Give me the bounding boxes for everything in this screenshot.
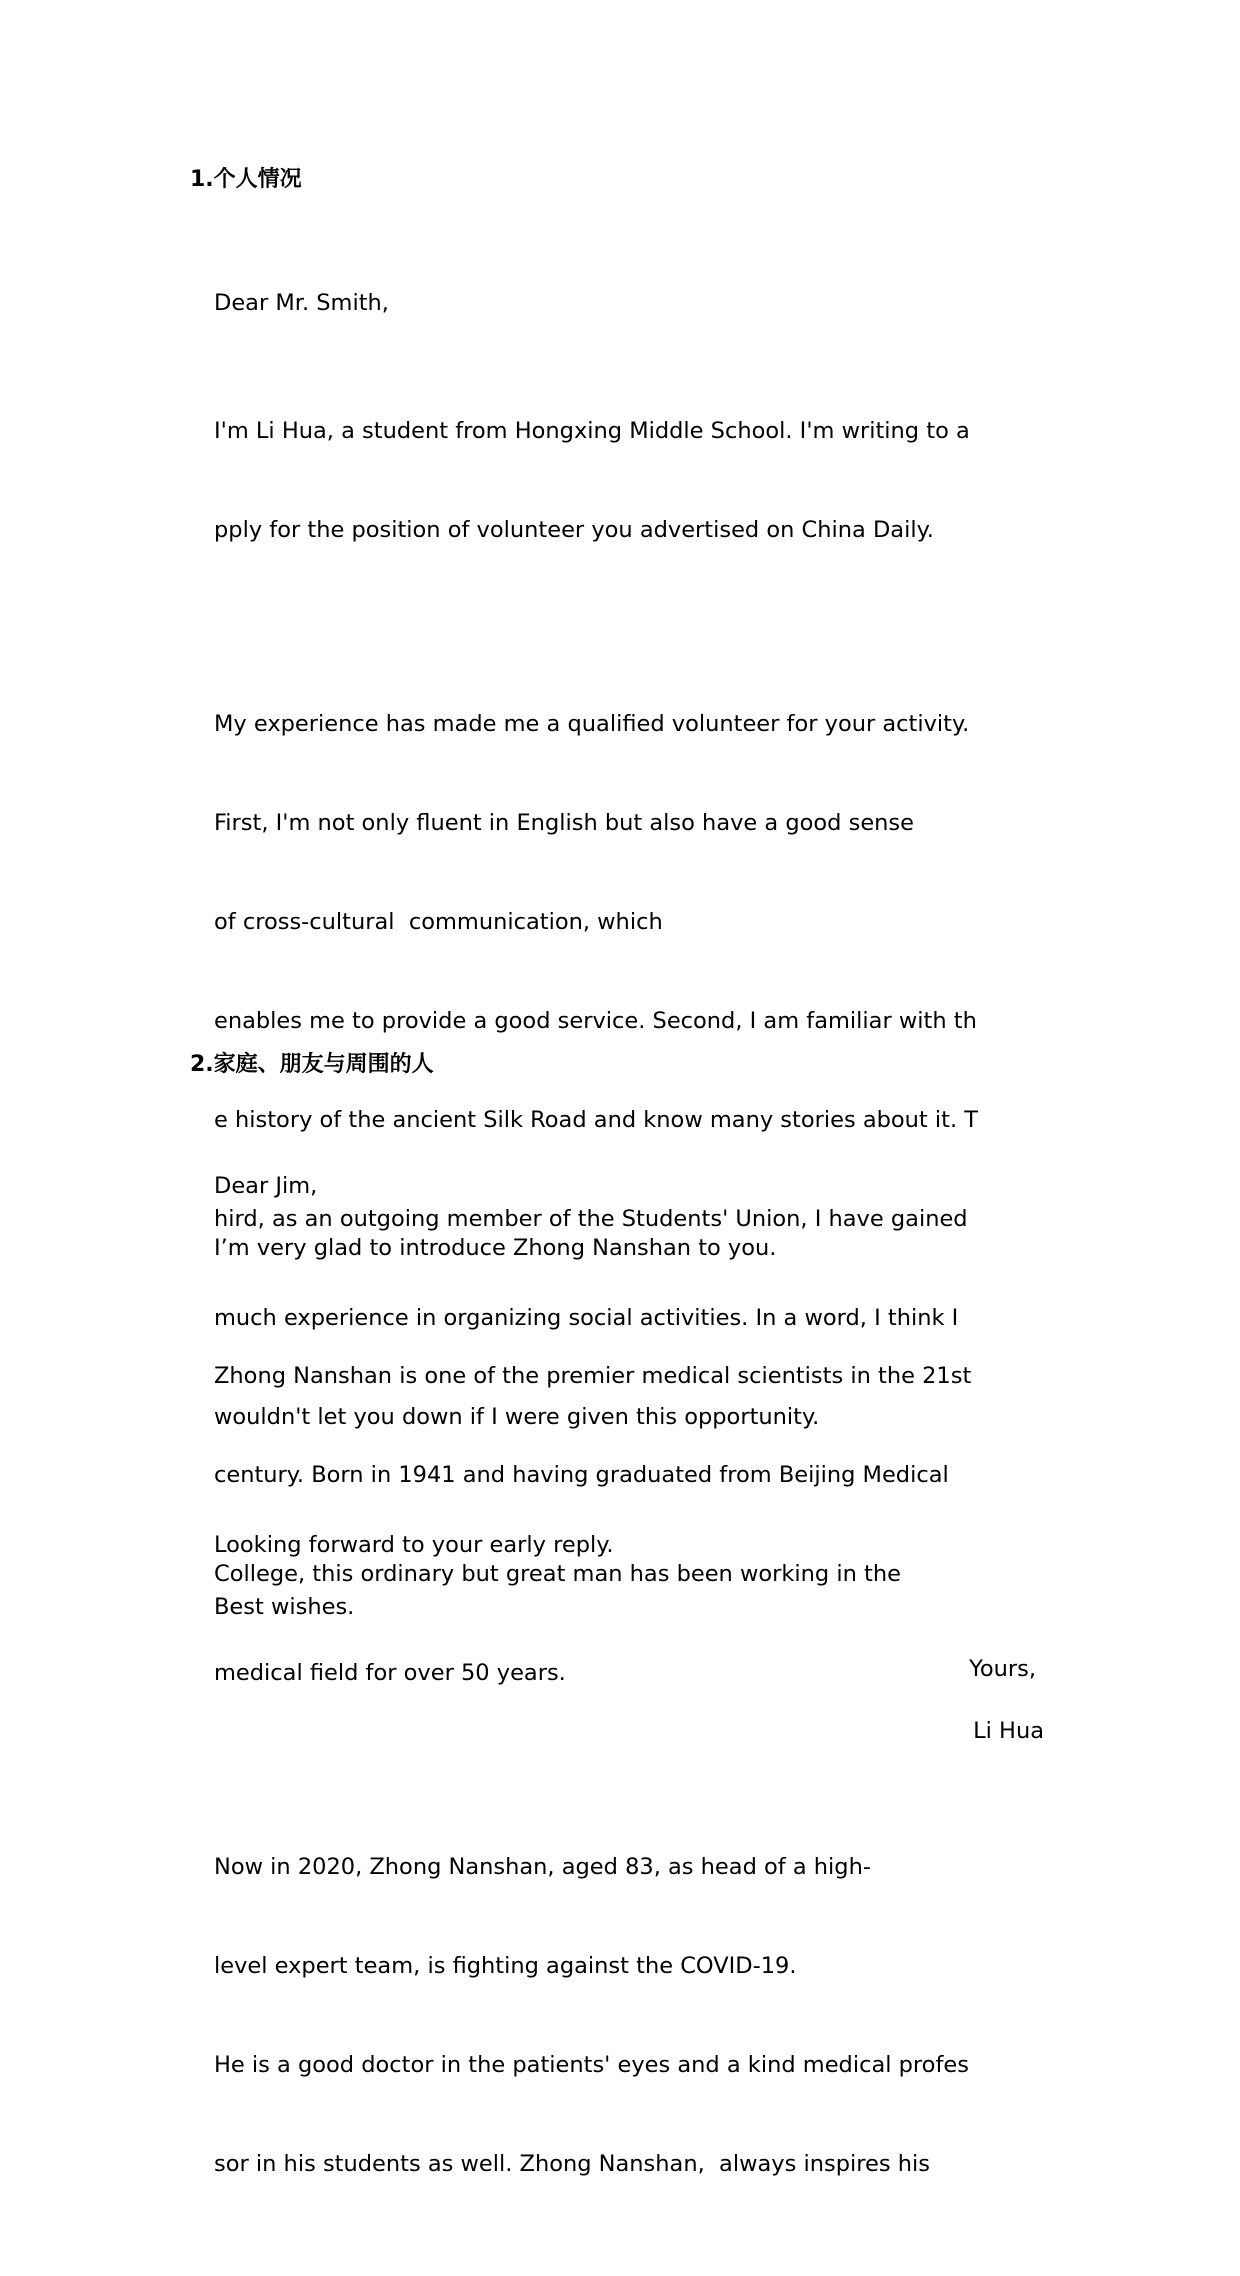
- text-line: sor in his students as well. Zhong Nanshan, always inspires his: [214, 2151, 930, 2177]
- section-heading-personal: 1.个人情况: [190, 167, 302, 192]
- paragraph-current-work: [214, 1785, 1044, 2247]
- text-line: College, this ordinary but great man has been working in the: [214, 1561, 901, 1587]
- text-line: My experience has made me a qualified volunteer for your activity.: [214, 711, 970, 737]
- text-line: e history of the ancient Silk Road and know many stories about it. T: [214, 1107, 979, 1133]
- closing: Yours,: [969, 1656, 1036, 1682]
- section-heading-family-friends: 2.家庭、朋友与周围的人: [190, 1052, 434, 1077]
- text-line: pply for the position of volunteer you advertised on China Daily.: [214, 517, 934, 543]
- paragraph-wishes: Best wishes.: [214, 1594, 355, 1620]
- paragraph-reply: Looking forward to your early reply.: [214, 1532, 614, 1558]
- salutation: Dear Jim,: [214, 1173, 318, 1199]
- text-line: century. Born in 1941 and having graduated from Beijing Medical: [214, 1462, 949, 1488]
- text-line: I'm Li Hua, a student from Hongxing Middle School. I'm writing to a: [214, 418, 970, 444]
- paragraph-intro: I’m very glad to introduce Zhong Nanshan to you.: [214, 1235, 777, 1261]
- paragraph-biography: [214, 1294, 1044, 1756]
- text-line: Now in 2020, Zhong Nanshan, aged 83, as head of a high-: [214, 1854, 871, 1880]
- letter-introduction: [214, 1170, 1044, 2276]
- text-line: hird, as an outgoing member of the Students' Union, I have gained: [214, 1206, 968, 1232]
- text-line: He is a good doctor in the patients' eyes and a kind medical profes: [214, 2052, 969, 2078]
- text-line: level expert team, is fighting against the COVID-19.: [214, 1953, 797, 1979]
- text-line: enables me to provide a good service. Second, I am familiar with th: [214, 1008, 977, 1034]
- text-line: First, I'm not only fluent in English but also have a good sense: [214, 810, 914, 836]
- text-line: Zhong Nanshan is one of the premier medical scientists in the 21st: [214, 1363, 972, 1389]
- text-line: wouldn't let you down if I were given this opportunity.: [214, 1404, 820, 1430]
- signature: Li Hua: [973, 1718, 1044, 1744]
- paragraph-intro: [214, 349, 1044, 613]
- salutation: Dear Mr. Smith,: [214, 290, 389, 316]
- text-line: of cross-cultural communication, which: [214, 909, 663, 935]
- text-line: much experience in organizing social activities. In a word, I think I: [214, 1305, 959, 1331]
- text-line: medical field for over 50 years.: [214, 1660, 566, 1686]
